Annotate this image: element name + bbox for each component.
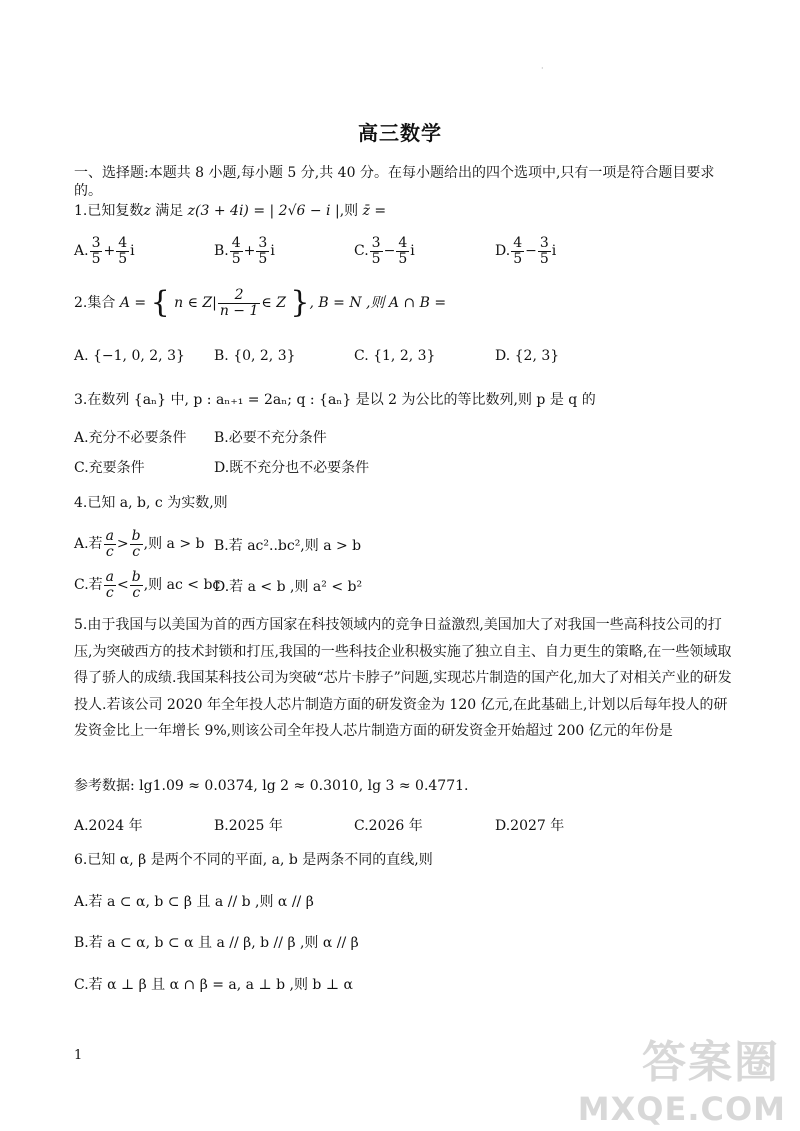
q1-z: z [143, 203, 151, 219]
fraction [116, 236, 129, 266]
set-membership: ∈ Z [261, 295, 286, 312]
q1-prefix: 1.已知复数 [74, 203, 144, 219]
numerator: a [105, 569, 115, 585]
fraction [256, 236, 269, 266]
operator: − [525, 243, 537, 260]
question-3-stem: 3.在数列 {aₙ} 中, p : aₙ₊₁ = 2aₙ; q : {aₙ} 是以 2 为公比的等比数列,则 p 是 q 的 [74, 392, 596, 408]
option-label: B. [214, 243, 229, 260]
right-brace: } [290, 285, 310, 321]
page-title: 高三数学 [358, 121, 442, 145]
imag-unit: i [410, 243, 415, 260]
denominator: 5 [118, 250, 128, 267]
q1-option-c [354, 236, 415, 266]
q4-option-c [74, 570, 220, 600]
q4-option-b: B.若 ac²..bc²,则 a > b [214, 538, 362, 554]
numerator: 4 [231, 235, 241, 251]
section-header: 一、选择题:本题共 8 小题,每小题 5 分,共 40 分。在每小题给出的四个选项中,只有一项是符合题目要求的。 [74, 165, 715, 199]
watermark-logo [577, 1026, 786, 1128]
option-label: A.若 [74, 536, 103, 553]
question-5-stem: 5.由于我国与以美国为首的西方国家在科技领域内的竞争日益激烈,美国加大了对我国一些高科技公司的打压,为突破西方的技术封锁和打压,我国的一些科技企业积极实施了独立自主、自力更生的策略,在一些领域取得了骄人的成绩.我国某科技公司为突破“芯片卡脖子”问题,实现芯片制造的国产化,加大了对相关产业的研发投人.若该公司 2020 年全年投人芯片制造方面的研发资金为 120 亿元,在此基础上,计划以后每年投人的研发资金比上一年增长 9%,则该公司全年投人芯片制造方面的研发资金开始超过 200 亿元的年份是 [74, 617, 732, 739]
numerator: 4 [513, 235, 523, 251]
operator: + [243, 243, 256, 260]
operator: + [103, 243, 116, 260]
q5-option-c: C.2026 年 [354, 818, 423, 834]
question-4-stem: 4.已知 a, b, c 为实数,则 [74, 495, 228, 511]
q1-zbar: z̄ = [362, 203, 387, 219]
watermark-text: 答案圈 [642, 1037, 780, 1088]
q1-option-a [74, 236, 135, 266]
q3-option-a: A.充分不必要条件 [74, 430, 187, 446]
q3-option-c: C.充要条件 [74, 460, 145, 476]
denominator: c [132, 584, 141, 601]
q2-option-a: A. {−1, 0, 2, 3} [74, 348, 185, 364]
q1-option-d [495, 236, 556, 266]
fraction [218, 288, 261, 318]
fraction [104, 570, 116, 600]
q3-option-b: B.必要不充分条件 [214, 430, 327, 446]
imag-unit: i [551, 243, 557, 260]
option-tail: ,则 a > b [143, 536, 205, 553]
question-6-stem: 6.已知 α, β 是两个不同的平面, a, b 是两条不同的直线,则 [74, 852, 433, 868]
fraction [90, 236, 103, 266]
question-2-stem [74, 285, 447, 321]
numerator: b [131, 528, 141, 544]
fraction [230, 236, 243, 266]
fraction [538, 236, 551, 266]
denominator: c [105, 543, 114, 560]
imag-unit: i [270, 243, 275, 260]
numerator: 3 [91, 235, 101, 251]
page-number: 1 [74, 1048, 83, 1063]
q3-option-d: D.既不充分也不必要条件 [214, 460, 370, 476]
q1-option-b [214, 236, 275, 266]
q5-reference-data: 参考数据: lg1.09 ≈ 0.0374, lg 2 ≈ 0.3010, lg 3 ≈ 0.4771. [74, 778, 469, 794]
q2-option-b: B. {0, 2, 3} [214, 348, 296, 364]
numerator: 4 [118, 235, 128, 251]
operator: > [116, 536, 129, 553]
set-condition: n ∈ Z| [174, 295, 217, 312]
option-label: C.若 [74, 577, 103, 594]
set-a-label: A = [119, 295, 147, 312]
option-label: C. [354, 243, 369, 260]
denominator: 5 [371, 250, 381, 267]
numerator: a [105, 528, 114, 544]
fraction [370, 236, 383, 266]
denominator: 5 [91, 250, 101, 267]
numerator: 3 [539, 235, 549, 251]
numerator: 3 [258, 235, 268, 251]
q6-option-c: C.若 α ⊥ β 且 α ∩ β = a, a ⊥ b ,则 b ⊥ α [74, 977, 353, 993]
q2-prefix: 2.集合 [74, 295, 116, 312]
fraction [511, 236, 524, 266]
numerator: 4 [398, 235, 408, 251]
left-brace: { [150, 285, 170, 321]
q1-mid: 满足 [150, 203, 184, 219]
denominator: n − 1 [219, 302, 259, 319]
operator: < [117, 577, 129, 594]
fraction [130, 529, 143, 559]
q5-option-d: D.2027 年 [495, 818, 565, 834]
q6-option-a: A.若 a ⊂ α, b ⊂ β 且 a // b ,则 α // β [74, 894, 314, 910]
fraction [130, 570, 143, 600]
option-label: A. [74, 243, 89, 260]
numerator: 3 [371, 235, 381, 251]
denominator: c [132, 543, 141, 560]
denominator: 5 [258, 250, 268, 267]
denominator: c [105, 584, 114, 601]
q4-option-d: D.若 a < b ,则 a² < b² [214, 579, 363, 595]
scan-dot: · [541, 64, 544, 73]
q1-expr: z(3 + 4i) = | 2√6 − i | [187, 203, 340, 219]
numerator: 2 [218, 288, 261, 304]
fraction [104, 529, 116, 559]
option-label: D. [495, 243, 511, 260]
q4-option-a [74, 529, 204, 559]
q5-option-b: B.2025 年 [214, 818, 283, 834]
fraction [396, 236, 409, 266]
q6-option-b: B.若 a ⊂ α, b ⊂ α 且 a // β, b // β ,则 α // β [74, 935, 359, 951]
imag-unit: i [130, 243, 135, 260]
q2-after: , B = N ,则 A ∩ B = [309, 295, 447, 312]
q5-option-a: A.2024 年 [74, 818, 143, 834]
question-1-stem [74, 203, 386, 221]
option-tail: ,则 ac < bc [143, 577, 221, 594]
denominator: 5 [398, 250, 408, 267]
operator: − [383, 243, 396, 260]
numerator: b [131, 569, 141, 585]
denominator: 5 [539, 250, 549, 267]
q1-suffix: ,则 [339, 203, 359, 219]
watermark-url: MXQE.COM [577, 1090, 786, 1128]
denominator: 5 [231, 250, 241, 267]
q2-option-d: D. {2, 3} [495, 348, 560, 364]
q2-option-c: C. {1, 2, 3} [354, 348, 436, 364]
denominator: 5 [513, 250, 523, 267]
